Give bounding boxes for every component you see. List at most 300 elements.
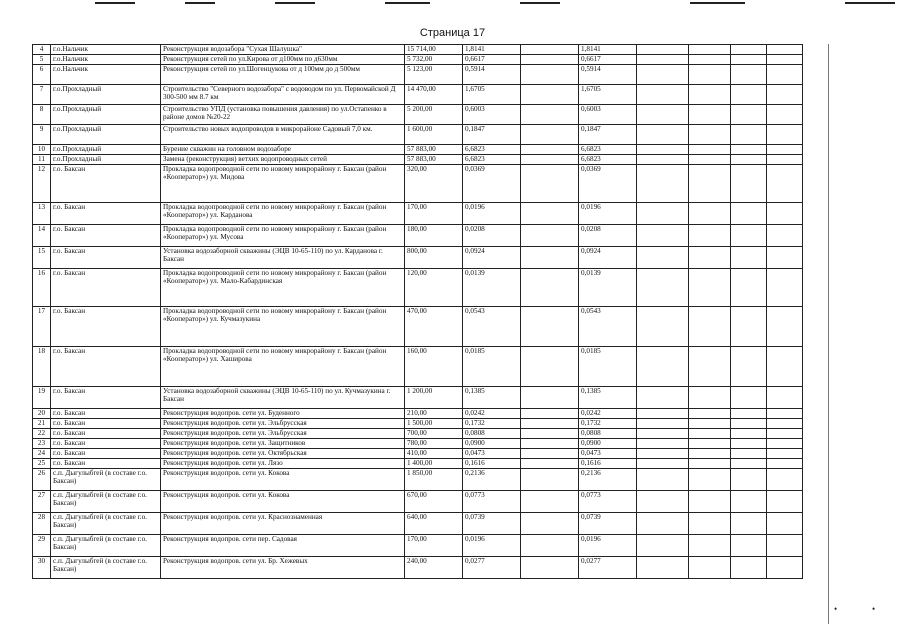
row-number-cell: 7 [33,85,51,105]
empty-cell [689,85,731,105]
table-row [33,469,803,491]
table-row [33,269,803,307]
cost-cell: 640,00 [405,513,463,535]
ratio-cell-2: 0,0739 [579,513,637,535]
ratio-cell-2: 1,6705 [579,85,637,105]
empty-cell [689,535,731,557]
row-number-cell: 25 [33,459,51,469]
empty-cell [731,105,767,125]
cost-cell: 5 732,00 [405,55,463,65]
empty-cell [637,55,689,65]
row-number-cell: 5 [33,55,51,65]
empty-cell [731,557,767,579]
ratio-cell-2: 1,8141 [579,45,637,55]
description-cell: Реконструкция сетей по ул.Шогенцукова от д 100мм до д 500мм [161,65,405,85]
table-row [33,459,803,469]
empty-cell [637,409,689,419]
empty-cell [521,269,579,307]
empty-cell [767,203,803,225]
empty-cell [689,65,731,85]
location-cell: г.о. Баксан [51,387,161,409]
description-cell: Прокладка водопроводной сети по новому микрорайону г. Баксан (район «Кооператор») ул. Мало-Кабардинская [161,269,405,307]
ratio-cell: 0,0900 [463,439,521,449]
empty-cell [521,65,579,85]
ratio-cell: 1,8141 [463,45,521,55]
empty-cell [689,513,731,535]
empty-cell [637,557,689,579]
cost-cell: 700,00 [405,429,463,439]
empty-cell [521,347,579,387]
empty-cell [731,535,767,557]
empty-cell [521,155,579,165]
empty-cell [731,513,767,535]
ratio-cell-2: 6,6823 [579,145,637,155]
ratio-cell: 0,1732 [463,419,521,429]
location-cell: г.о. Баксан [51,347,161,387]
row-number-cell: 6 [33,65,51,85]
empty-cell [731,429,767,439]
empty-cell [731,65,767,85]
ratio-cell: 0,0208 [463,225,521,247]
location-cell: г.о.Прохладный [51,125,161,145]
empty-cell [731,307,767,347]
ratio-cell: 0,5914 [463,65,521,85]
empty-cell [521,419,579,429]
empty-cell [731,225,767,247]
location-cell: г.о.Нальчик [51,45,161,55]
empty-cell [731,269,767,307]
empty-cell [767,513,803,535]
table-row [33,105,803,125]
empty-cell [689,469,731,491]
table-row [33,307,803,347]
description-cell: Прокладка водопроводной сети по новому микрорайону г. Баксан (район «Кооператор») ул. Мидова [161,165,405,203]
location-cell: г.о. Баксан [51,429,161,439]
ratio-cell-2: 0,1385 [579,387,637,409]
ratio-cell-2: 0,0277 [579,557,637,579]
empty-cell [731,247,767,269]
empty-cell [689,105,731,125]
empty-cell [521,439,579,449]
empty-cell [689,45,731,55]
empty-cell [637,125,689,145]
empty-cell [689,449,731,459]
cost-cell: 170,00 [405,535,463,557]
empty-cell [637,459,689,469]
ratio-cell-2: 0,0242 [579,409,637,419]
description-cell: Установка водозаборной скважины (ЭЦВ 10-65-110) по ул. Карданова г. Баксан [161,247,405,269]
empty-cell [689,491,731,513]
cost-cell: 14 470,00 [405,85,463,105]
table-row [33,513,803,535]
empty-cell [689,347,731,387]
empty-cell [637,469,689,491]
empty-cell [637,105,689,125]
ratio-cell: 0,6617 [463,55,521,65]
location-cell: г.о.Нальчик [51,55,161,65]
empty-cell [731,155,767,165]
cost-cell: 470,00 [405,307,463,347]
empty-cell [731,419,767,429]
empty-cell [637,247,689,269]
table-row [33,165,803,203]
table-row [33,409,803,419]
cost-cell: 240,00 [405,557,463,579]
row-number-cell: 28 [33,513,51,535]
ratio-cell-2: 0,0208 [579,225,637,247]
table-row [33,45,803,55]
location-cell: г.о.Прохладный [51,145,161,155]
location-cell: г.о. Баксан [51,247,161,269]
page-title: Страница 17 [419,27,486,39]
empty-cell [689,225,731,247]
empty-cell [637,429,689,439]
empty-cell [689,203,731,225]
ratio-cell-2: 0,2136 [579,469,637,491]
row-number-cell: 29 [33,535,51,557]
ratio-cell: 0,2136 [463,469,521,491]
empty-cell [689,155,731,165]
table-row [33,55,803,65]
table-row [33,225,803,247]
location-cell: г.о. Баксан [51,449,161,459]
cost-cell: 160,00 [405,347,463,387]
ratio-cell-2: 0,0808 [579,429,637,439]
row-number-cell: 16 [33,269,51,307]
ratio-cell-2: 0,0924 [579,247,637,269]
row-number-cell: 21 [33,419,51,429]
description-cell: Строительство УПД (установка повышения давления) по ул.Остапенко в районе домов №20-22 [161,105,405,125]
cost-cell: 320,00 [405,165,463,203]
empty-cell [767,165,803,203]
empty-cell [689,459,731,469]
table-row [33,429,803,439]
empty-cell [521,535,579,557]
empty-cell [767,459,803,469]
ratio-cell: 0,0808 [463,429,521,439]
empty-cell [637,449,689,459]
empty-cell [689,439,731,449]
empty-cell [767,419,803,429]
cost-cell: 1 200,00 [405,387,463,409]
table-row [33,203,803,225]
ratio-cell-2: 0,0543 [579,307,637,347]
empty-cell [689,307,731,347]
row-number-cell: 15 [33,247,51,269]
empty-cell [689,419,731,429]
empty-cell [637,203,689,225]
location-cell: г.о.Нальчик [51,65,161,85]
row-number-cell: 4 [33,45,51,55]
empty-cell [521,85,579,105]
row-number-cell: 19 [33,387,51,409]
ratio-cell-2: 0,0185 [579,347,637,387]
margin-mark: • [872,604,876,614]
empty-cell [731,387,767,409]
location-cell: г.о. Баксан [51,439,161,449]
table-row [33,247,803,269]
ratio-cell-2: 0,1847 [579,125,637,145]
empty-cell [767,155,803,165]
cost-cell: 780,00 [405,439,463,449]
empty-cell [731,203,767,225]
empty-cell [521,557,579,579]
ratio-cell-2: 0,0773 [579,491,637,513]
empty-cell [521,203,579,225]
empty-cell [689,429,731,439]
empty-cell [637,513,689,535]
description-cell: Реконструкция водопров. сети ул. Октябрьская [161,449,405,459]
cost-cell: 5 123,00 [405,65,463,85]
row-number-cell: 11 [33,155,51,165]
empty-cell [689,269,731,307]
cost-cell: 57 883,00 [405,155,463,165]
ratio-cell-2: 0,0196 [579,203,637,225]
margin-mark: • [834,604,838,614]
empty-cell [767,225,803,247]
empty-cell [767,247,803,269]
row-number-cell: 22 [33,429,51,439]
empty-cell [689,409,731,419]
row-number-cell: 10 [33,145,51,155]
empty-cell [731,45,767,55]
location-cell: с.п. Дыгулыбгей (в составе г.о. Баксан) [51,557,161,579]
empty-cell [521,459,579,469]
description-cell: Реконструкция водопров. сети ул. Краснознаменная [161,513,405,535]
empty-cell [689,387,731,409]
empty-cell [521,125,579,145]
ratio-cell-2: 0,0369 [579,165,637,203]
empty-cell [637,45,689,55]
cost-cell: 15 714,00 [405,45,463,55]
cost-cell: 410,00 [405,449,463,459]
data-table [32,44,803,579]
ratio-cell-2: 0,0196 [579,535,637,557]
row-number-cell: 26 [33,469,51,491]
description-cell: Установка водозаборной скважины (ЭЦВ 10-65-110) по ул. Кучмазукина г. Баксан [161,387,405,409]
empty-cell [731,459,767,469]
description-cell: Прокладка водопроводной сети по новому микрорайону г. Баксан (район «Кооператор») ул. Мусова [161,225,405,247]
table-row [33,145,803,155]
description-cell: Реконструкция водопров. сети ул. Эльбрусская [161,419,405,429]
ratio-cell: 0,0369 [463,165,521,203]
ratio-cell: 6,6823 [463,155,521,165]
empty-cell [767,557,803,579]
table-row [33,449,803,459]
location-cell: г.о. Баксан [51,225,161,247]
ratio-cell: 0,6003 [463,105,521,125]
empty-cell [637,65,689,85]
top-scan-marks [0,0,905,10]
empty-cell [767,45,803,55]
description-cell: Прокладка водопроводной сети по новому микрорайону г. Баксан (район «Кооператор») ул. Карданова [161,203,405,225]
empty-cell [521,165,579,203]
empty-cell [637,225,689,247]
empty-cell [637,269,689,307]
cost-cell: 5 200,00 [405,105,463,125]
empty-cell [767,387,803,409]
description-cell: Строительство новых водопроводов в микрорайоне Садовый 7,0 км. [161,125,405,145]
empty-cell [521,469,579,491]
empty-cell [637,307,689,347]
location-cell: г.о.Прохладный [51,155,161,165]
description-cell: Прокладка водопроводной сети по новому микрорайону г. Баксан (район «Кооператор») ул. Кучмазукина [161,307,405,347]
description-cell: Реконструкция водопров. сети ул. Бр. Хежевых [161,557,405,579]
ratio-cell: 0,1616 [463,459,521,469]
empty-cell [521,45,579,55]
ratio-cell: 0,1847 [463,125,521,145]
empty-cell [767,55,803,65]
description-cell: Реконструкция водопров. сети ул. Буденного [161,409,405,419]
location-cell: с.п. Дыгулыбгей (в составе г.о. Баксан) [51,469,161,491]
table-row [33,155,803,165]
empty-cell [521,225,579,247]
ratio-cell-2: 0,6617 [579,55,637,65]
empty-cell [731,491,767,513]
row-number-cell: 23 [33,439,51,449]
empty-cell [731,439,767,449]
cost-cell: 1 850,00 [405,469,463,491]
description-cell: Бурение скважин на головном водозаборе [161,145,405,155]
empty-cell [731,347,767,387]
empty-cell [767,409,803,419]
ratio-cell-2: 0,0473 [579,449,637,459]
description-cell: Реконструкция водопров. сети ул. Эльбрусская [161,429,405,439]
ratio-cell-2: 0,0900 [579,439,637,449]
ratio-cell-2: 0,1616 [579,459,637,469]
empty-cell [689,247,731,269]
row-number-cell: 30 [33,557,51,579]
table-row [33,65,803,85]
description-cell: Реконструкция водопров. сети пер. Садовая [161,535,405,557]
empty-cell [767,269,803,307]
ratio-cell: 0,1385 [463,387,521,409]
cost-cell: 1 600,00 [405,125,463,145]
ratio-cell-2: 0,0139 [579,269,637,307]
table-row [33,491,803,513]
empty-cell [689,165,731,203]
empty-cell [637,419,689,429]
location-cell: г.о. Баксан [51,203,161,225]
ratio-cell: 0,0242 [463,409,521,419]
location-cell: с.п. Дыгулыбгей (в составе г.о. Баксан) [51,491,161,513]
empty-cell [767,105,803,125]
empty-cell [521,429,579,439]
ratio-cell: 0,0473 [463,449,521,459]
description-cell: Реконструкция водопров. сети ул. Кокова [161,469,405,491]
empty-cell [521,387,579,409]
row-number-cell: 20 [33,409,51,419]
row-number-cell: 8 [33,105,51,125]
cost-cell: 180,00 [405,225,463,247]
description-cell: Реконструкция водопров. сети ул. Защитников [161,439,405,449]
empty-cell [767,347,803,387]
table-row [33,387,803,409]
empty-cell [689,125,731,145]
empty-cell [731,125,767,145]
row-number-cell: 14 [33,225,51,247]
empty-cell [731,145,767,155]
ratio-cell: 0,0924 [463,247,521,269]
empty-cell [731,449,767,459]
empty-cell [521,409,579,419]
empty-cell [689,557,731,579]
empty-cell [637,439,689,449]
empty-cell [521,307,579,347]
ratio-cell-2: 6,6823 [579,155,637,165]
cost-cell: 170,00 [405,203,463,225]
page-margin-line [828,44,829,624]
empty-cell [521,145,579,155]
cost-cell: 210,00 [405,409,463,419]
description-cell: Реконструкция водопров. сети ул. Лязо [161,459,405,469]
row-number-cell: 24 [33,449,51,459]
row-number-cell: 12 [33,165,51,203]
ratio-cell-2: 0,1732 [579,419,637,429]
empty-cell [767,65,803,85]
cost-cell: 670,00 [405,491,463,513]
ratio-cell-2: 0,6003 [579,105,637,125]
cost-cell: 1 400,00 [405,459,463,469]
ratio-cell: 0,0277 [463,557,521,579]
empty-cell [637,535,689,557]
empty-cell [731,165,767,203]
location-cell: г.о. Баксан [51,419,161,429]
empty-cell [731,409,767,419]
empty-cell [767,307,803,347]
location-cell: г.о. Баксан [51,459,161,469]
location-cell: г.о. Баксан [51,409,161,419]
location-cell: г.о. Баксан [51,269,161,307]
location-cell: с.п. Дыгулыбгей (в составе г.о. Баксан) [51,513,161,535]
location-cell: г.о.Прохладный [51,85,161,105]
location-cell: г.о. Баксан [51,307,161,347]
table-row [33,535,803,557]
empty-cell [521,247,579,269]
description-cell: Реконструкция сетей по ул.Кирова от д100мм по д630мм [161,55,405,65]
table-row [33,347,803,387]
location-cell: г.о.Прохладный [51,105,161,125]
table-row [33,85,803,105]
empty-cell [767,491,803,513]
cost-cell: 1 500,00 [405,419,463,429]
empty-cell [767,469,803,491]
empty-cell [767,125,803,145]
row-number-cell: 27 [33,491,51,513]
empty-cell [637,85,689,105]
description-cell: Строительство "Северного водозабора" с водоводом по ул. Первомайской Д 300-500 мм 8.7 км [161,85,405,105]
table-row [33,419,803,429]
empty-cell [767,449,803,459]
empty-cell [521,55,579,65]
empty-cell [521,513,579,535]
ratio-cell: 0,0773 [463,491,521,513]
table-row [33,125,803,145]
ratio-cell: 0,0543 [463,307,521,347]
ratio-cell: 0,0196 [463,203,521,225]
table-row [33,439,803,449]
ratio-cell: 1,6705 [463,85,521,105]
empty-cell [637,165,689,203]
empty-cell [637,347,689,387]
row-number-cell: 18 [33,347,51,387]
row-number-cell: 13 [33,203,51,225]
location-cell: с.п. Дыгулыбгей (в составе г.о. Баксан) [51,535,161,557]
cost-cell: 120,00 [405,269,463,307]
description-cell: Прокладка водопроводной сети по новому микрорайону г. Баксан (район «Кооператор») ул. Хаширова [161,347,405,387]
empty-cell [521,449,579,459]
description-cell: Замена (реконструкция) ветхих водопроводных сетей [161,155,405,165]
